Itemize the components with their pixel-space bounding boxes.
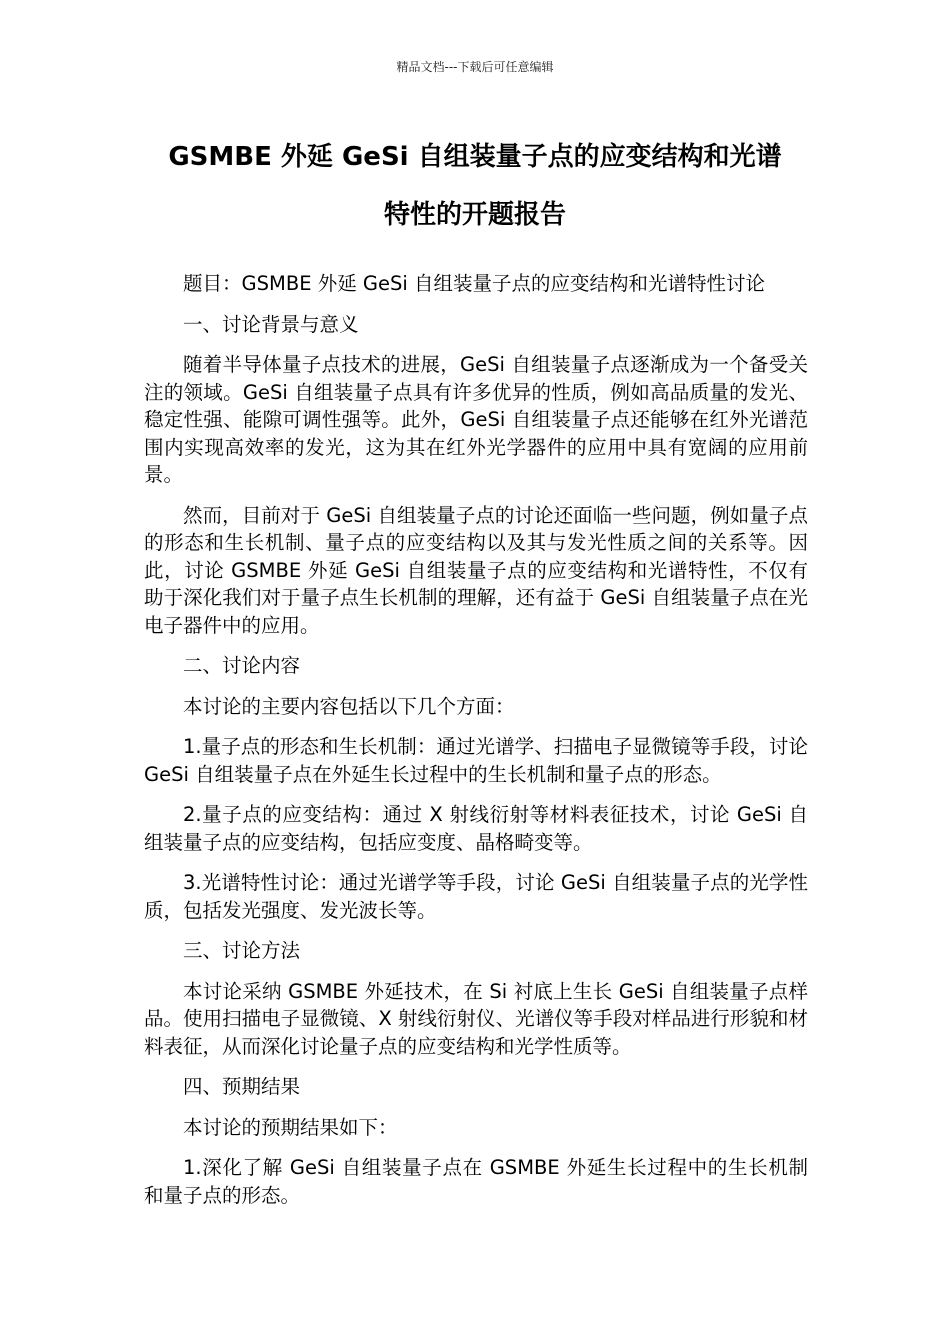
paragraph-results-intro: 本讨论的预期结果如下：: [183, 1115, 398, 1139]
paragraph-background-1: 随着半导体量子点技术的进展，GeSi 自组装量子点逐渐成为一个备受关注的领域。GeSi 自组装量子点具有许多优异的性质，例如高品质量的发光、稳定性强、能隙可调性强等。此外，GeSi 自组装量子点还能够在红外光谱范围内实现高效率的发光，这为其在红外光学器件的应用中具有宽阔的应用前景。: [144, 353, 808, 486]
title-line-1: GSMBE 外延 GeSi 自组装量子点的应变结构和光谱: [168, 142, 782, 172]
section-heading-method: 三、讨论方法: [183, 939, 301, 962]
section-heading-results: 四、预期结果: [183, 1075, 301, 1098]
document-body: [144, 270, 808, 1222]
paragraph-content-intro: 本讨论的主要内容包括以下几个方面：: [183, 694, 515, 718]
paragraph-results-item-1: 1.深化了解 GeSi 自组装量子点在 GSMBE 外延生长过程中的生长机制和量子点的形态。: [144, 1156, 808, 1207]
section-heading-content: 二、讨论内容: [183, 654, 301, 677]
topic-line: 题目：GSMBE 外延 GeSi 自组装量子点的应变结构和光谱特性讨论: [183, 272, 766, 295]
header-note: 精品文档---下载后可任意编辑: [396, 60, 554, 74]
paragraph-background-2: 然而，目前对于 GeSi 自组装量子点的讨论还面临一些问题，例如量子点的形态和生长机制、量子点的应变结构以及其与发光性质之间的关系等。因此，讨论 GSMBE 外延 GeSi 自组装量子点的应变结构和光谱特性，不仅有助于深化我们对于量子点生长机制的理解，还有益于 GeSi 自组装量子点在光电子器件中的应用。: [144, 503, 808, 637]
title-line-2: 特性的开题报告: [383, 200, 566, 230]
paragraph-content-item-1: 1.量子点的形态和生长机制：通过光谱学、扫描电子显微镜等手段，讨论 GeSi 自组装量子点在外延生长过程中的生长机制和量子点的形态。: [144, 735, 808, 786]
section-heading-background: 一、讨论背景与意义: [183, 312, 359, 336]
paragraph-content-item-3: 3.光谱特性讨论：通过光谱学等手段，讨论 GeSi 自组装量子点的光学性质，包括发光强度、发光波长等。: [144, 871, 808, 922]
paragraph-method: 本讨论采纳 GSMBE 外延技术，在 Si 衬底上生长 GeSi 自组装量子点样品。使用扫描电子显微镜、X 射线衍射仪、光谱仪等手段对样品进行形貌和材料表征，从而深化讨论量子点的应变结构和光学性质等。: [144, 979, 808, 1058]
paragraph-content-item-2: 2.量子点的应变结构：通过 X 射线衍射等材料表征技术，讨论 GeSi 自组装量子点的应变结构，包括应变度、晶格畸变等。: [144, 803, 808, 854]
document-title: [140, 128, 810, 244]
